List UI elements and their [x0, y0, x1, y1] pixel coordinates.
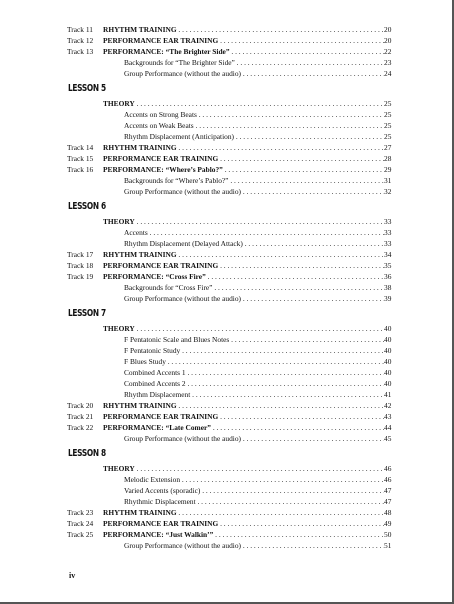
toc-entry[interactable]	[0, 142, 454, 153]
lesson-heading: LESSON 5	[68, 83, 106, 94]
entry-page-number: 22	[384, 47, 392, 56]
entry-title: Rhythm Displacement (Delayed Attack) . . .	[124, 238, 384, 249]
entry-page-number: 40	[384, 324, 392, 333]
entry-title: PERFORMANCE EAR TRAINING . . .	[103, 518, 384, 529]
toc-entry[interactable]	[0, 389, 454, 400]
entry-page-number: 33	[384, 239, 392, 248]
entry-title: Accents on Weak Beats . . .	[124, 120, 384, 131]
entry-title: PERFORMANCE: “Late Comer” . . .	[103, 422, 384, 433]
toc-entry[interactable]	[0, 367, 454, 378]
toc-entry[interactable]	[0, 334, 454, 345]
entry-title: Rhythmic Displacement . . .	[124, 496, 384, 507]
entry-page-number: 40	[384, 335, 392, 344]
entry-page-number: 51	[384, 541, 392, 550]
entry-page-number: 32	[384, 187, 392, 196]
entry-title: Combined Accents 1 . . .	[124, 367, 384, 378]
entry-title: THEORY . . .	[103, 323, 384, 334]
entry-page-number: 31	[384, 176, 392, 185]
entry-page-number: 43	[384, 412, 392, 421]
entry-page-number: 23	[384, 58, 392, 67]
entry-title: PERFORMANCE EAR TRAINING . . .	[103, 260, 384, 271]
entry-title: F Pentatonic Study . . .	[124, 345, 384, 356]
entry-title: THEORY . . .	[103, 463, 384, 474]
track-number: Track 25	[67, 530, 94, 539]
track-number: Track 22	[67, 423, 94, 432]
entry-title: Rhythm Displacement . . .	[124, 389, 384, 400]
entry-title: PERFORMANCE: “Where’s Pablo?” . . .	[103, 164, 384, 175]
entry-page-number: 40	[384, 357, 392, 366]
toc-entry[interactable]	[0, 164, 454, 175]
track-number: Track 14	[67, 143, 94, 152]
entry-page-number: 42	[384, 401, 392, 410]
entry-title: PERFORMANCE EAR TRAINING . . .	[103, 153, 384, 164]
entry-page-number: 44	[384, 423, 392, 432]
entry-title: RHYTHM TRAINING . . .	[103, 249, 384, 260]
lesson-heading-row	[0, 79, 454, 98]
entry-title: Backgrounds for “The Brighter Side” . . .	[124, 57, 384, 68]
toc-entry[interactable]	[0, 216, 454, 227]
toc-entry[interactable]	[0, 323, 454, 334]
entry-page-number: 35	[384, 261, 392, 270]
entry-title: Melodic Extension . . .	[124, 474, 384, 485]
entry-page-number: 45	[384, 434, 392, 443]
entry-title: PERFORMANCE: “Cross Fire” . . .	[103, 271, 384, 282]
lesson-heading-row	[0, 197, 454, 216]
entry-page-number: 40	[384, 346, 392, 355]
entry-title: THEORY . . .	[103, 98, 384, 109]
toc-entry[interactable]	[0, 238, 454, 249]
toc-entry[interactable]	[0, 540, 454, 551]
entry-page-number: 33	[384, 217, 392, 226]
entry-title: Backgrounds for “Where’s Pablo?” . . .	[124, 175, 384, 186]
track-number: Track 24	[67, 519, 94, 528]
entry-title: PERFORMANCE: “Just Walkin’” . . .	[103, 529, 384, 540]
entry-title: Backgrounds for “Cross Fire” . . .	[124, 282, 384, 293]
entry-page-number: 25	[384, 110, 392, 119]
track-number: Track 16	[67, 165, 94, 174]
track-number: Track 17	[67, 250, 94, 259]
toc-entry[interactable]	[0, 98, 454, 109]
toc-entry[interactable]	[0, 507, 454, 518]
entry-page-number: 48	[384, 508, 392, 517]
toc-entry[interactable]	[0, 57, 454, 68]
entry-page-number: 29	[384, 165, 392, 174]
entry-title: PERFORMANCE: “The Brighter Side” . . .	[103, 46, 384, 57]
lesson-heading: LESSON 6	[68, 201, 106, 212]
toc-entry[interactable]	[0, 293, 454, 304]
entry-title: Group Performance (without the audio) . . .	[124, 186, 384, 197]
toc-entry[interactable]	[0, 120, 454, 131]
entry-title: RHYTHM TRAINING . . .	[103, 400, 384, 411]
entry-page-number: 41	[384, 390, 392, 399]
track-number: Track 19	[67, 272, 94, 281]
entry-title: RHYTHM TRAINING . . .	[103, 24, 384, 35]
entry-page-number: 25	[384, 121, 392, 130]
entry-title: F Pentatonic Scale and Blues Notes . . .	[124, 334, 384, 345]
entry-page-number: 39	[384, 294, 392, 303]
toc-entry[interactable]	[0, 68, 454, 79]
track-number: Track 18	[67, 261, 94, 270]
entry-title: THEORY . . .	[103, 216, 384, 227]
entry-page-number: 34	[384, 250, 392, 259]
toc-entry[interactable]	[0, 186, 454, 197]
entry-page-number: 33	[384, 228, 392, 237]
toc-entry[interactable]	[0, 282, 454, 293]
toc-entry[interactable]	[0, 422, 454, 433]
entry-page-number: 38	[384, 283, 392, 292]
toc-entry[interactable]	[0, 345, 454, 356]
entry-title: Group Performance (without the audio) . . .	[124, 540, 384, 551]
entry-page-number: 25	[384, 99, 392, 108]
toc-entry[interactable]	[0, 109, 454, 120]
entry-title: Varied Accents (sporadic) . . .	[124, 485, 384, 496]
toc-entry[interactable]	[0, 474, 454, 485]
entry-title: Combined Accents 2 . . .	[124, 378, 384, 389]
toc-entry[interactable]	[0, 227, 454, 238]
toc-entry[interactable]	[0, 496, 454, 507]
toc-entry[interactable]	[0, 378, 454, 389]
entry-title: RHYTHM TRAINING . . .	[103, 142, 384, 153]
toc-entry[interactable]	[0, 463, 454, 474]
track-number: Track 12	[67, 36, 94, 45]
toc-entry[interactable]	[0, 356, 454, 367]
entry-title: Rhythm Displacement (Anticipation) . . .	[124, 131, 384, 142]
toc-entry[interactable]	[0, 24, 454, 35]
entry-page-number: 36	[384, 272, 392, 281]
lesson-heading: LESSON 8	[68, 448, 106, 459]
table-of-contents	[0, 24, 454, 551]
entry-title: PERFORMANCE EAR TRAINING . . .	[103, 35, 384, 46]
toc-entry[interactable]	[0, 175, 454, 186]
toc-entry[interactable]	[0, 433, 454, 444]
toc-entry[interactable]	[0, 35, 454, 46]
entry-page-number: 24	[384, 69, 392, 78]
entry-title: RHYTHM TRAINING . . .	[103, 507, 384, 518]
entry-page-number: 47	[384, 486, 392, 495]
toc-entry[interactable]	[0, 529, 454, 540]
entry-title: Group Performance (without the audio) . . .	[124, 68, 384, 79]
lesson-heading: LESSON 7	[68, 308, 106, 319]
toc-entry[interactable]	[0, 485, 454, 496]
entry-page-number: 28	[384, 154, 392, 163]
track-number: Track 11	[67, 25, 93, 34]
entry-title: F Blues Study . . .	[124, 356, 384, 367]
track-number: Track 23	[67, 508, 94, 517]
entry-title: Group Performance (without the audio) . . .	[124, 293, 384, 304]
toc-entry[interactable]	[0, 131, 454, 142]
toc-entry[interactable]	[0, 271, 454, 282]
toc-entry[interactable]	[0, 400, 454, 411]
entry-page-number: 46	[384, 475, 392, 484]
entry-page-number: 49	[384, 519, 392, 528]
lesson-heading-row	[0, 444, 454, 463]
entry-title: PERFORMANCE EAR TRAINING . . .	[103, 411, 384, 422]
track-number: Track 20	[67, 401, 94, 410]
entry-page-number: 40	[384, 368, 392, 377]
toc-entry[interactable]	[0, 153, 454, 164]
entry-page-number: 40	[384, 379, 392, 388]
toc-entry[interactable]	[0, 518, 454, 529]
track-number: Track 21	[67, 412, 94, 421]
toc-entry[interactable]	[0, 249, 454, 260]
lesson-heading-row	[0, 304, 454, 323]
toc-entry[interactable]	[0, 260, 454, 271]
entry-page-number: 25	[384, 132, 392, 141]
entry-page-number: 46	[384, 464, 392, 473]
track-number: Track 13	[67, 47, 94, 56]
entry-page-number: 50	[384, 530, 392, 539]
page-number: iv	[69, 571, 76, 580]
track-number: Track 15	[67, 154, 94, 163]
entry-page-number: 20	[384, 25, 392, 34]
entry-title: Accents . . .	[124, 227, 384, 238]
entry-page-number: 20	[384, 36, 392, 45]
toc-entry[interactable]	[0, 411, 454, 422]
toc-entry[interactable]	[0, 46, 454, 57]
entry-page-number: 27	[384, 143, 392, 152]
entry-title: Accents on Strong Beats . . .	[124, 109, 384, 120]
entry-title: Group Performance (without the audio) . . .	[124, 433, 384, 444]
entry-page-number: 47	[384, 497, 392, 506]
